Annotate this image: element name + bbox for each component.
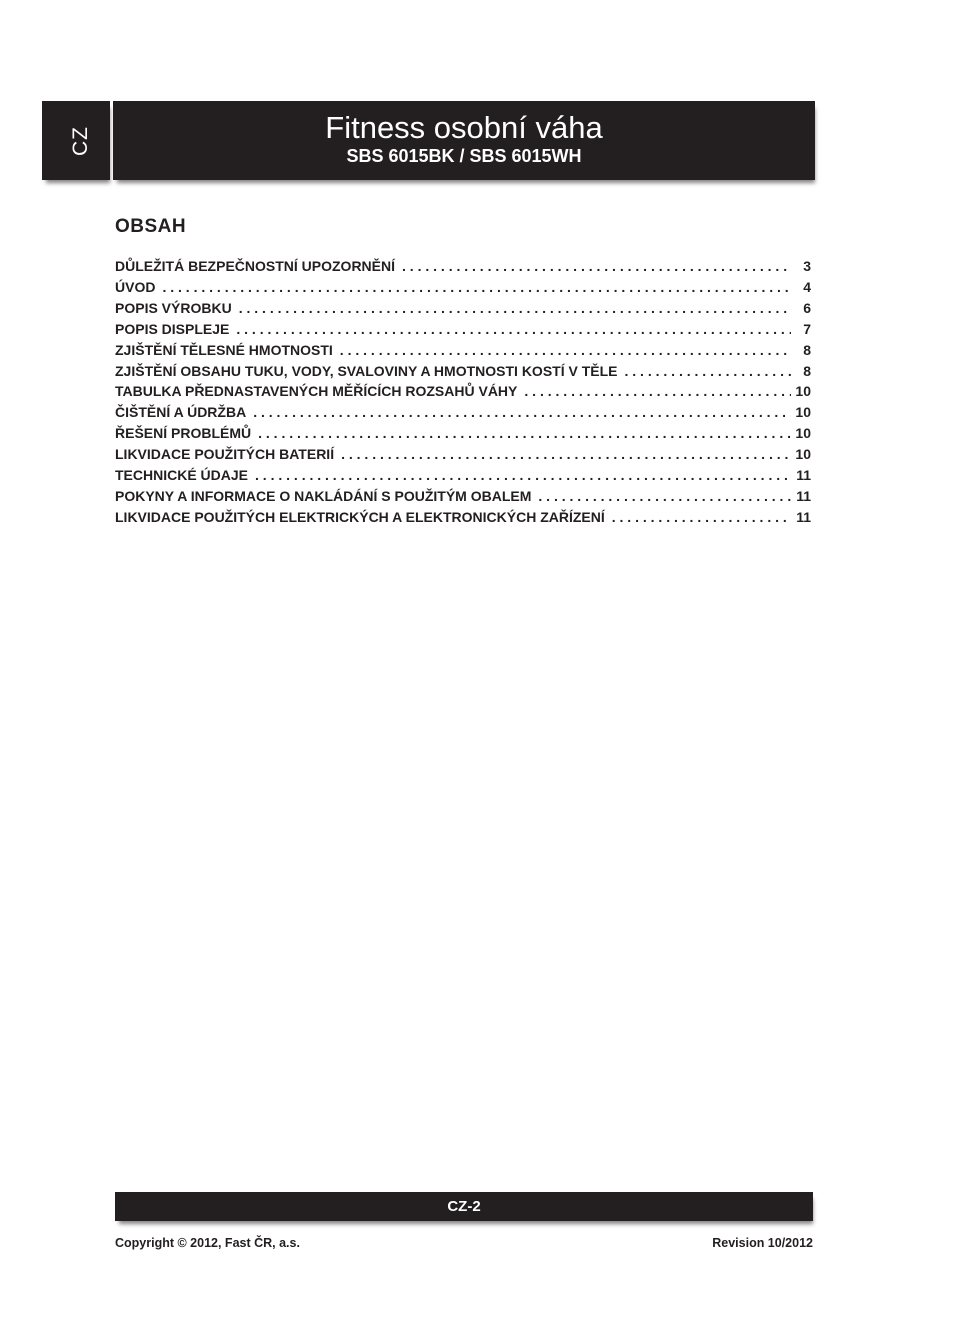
toc-entry-label: ČIŠTĚNÍ A ÚDRŽBA bbox=[115, 404, 247, 421]
toc-entry-page: 8 bbox=[803, 362, 811, 379]
toc-entry bbox=[115, 381, 811, 402]
toc-entry-page: 10 bbox=[795, 383, 811, 400]
toc-dot-leader bbox=[162, 277, 791, 298]
toc-heading: OBSAH bbox=[115, 216, 187, 237]
language-tab bbox=[42, 101, 110, 180]
toc-dot-leader bbox=[625, 361, 792, 382]
toc-entry bbox=[115, 444, 811, 465]
toc-entry-page: 10 bbox=[795, 404, 811, 421]
toc-dot-leader bbox=[340, 340, 791, 361]
toc-dot-leader bbox=[236, 319, 791, 340]
page-number-bar bbox=[115, 1192, 813, 1221]
toc-entry-label: POPIS DISPLEJE bbox=[115, 320, 230, 337]
toc-dot-leader bbox=[253, 402, 791, 423]
toc-entry-page: 4 bbox=[803, 278, 811, 295]
toc-entry bbox=[115, 298, 811, 319]
page-number-label: CZ-2 bbox=[447, 1198, 481, 1215]
toc-entry-page: 3 bbox=[803, 258, 811, 274]
toc-dot-leader bbox=[258, 423, 791, 444]
toc-entry bbox=[115, 465, 811, 486]
toc-dot-leader bbox=[239, 298, 791, 319]
toc-entry-label: ÚVOD bbox=[115, 278, 156, 295]
toc-dot-leader bbox=[402, 256, 791, 277]
toc-entry-label: LIKVIDACE POUŽITÝCH BATERIÍ bbox=[115, 446, 335, 463]
toc-dot-leader bbox=[524, 381, 791, 402]
toc-entry-label: ŘEŠENÍ PROBLÉMŮ bbox=[115, 425, 252, 442]
toc-entry-label: POPIS VÝROBKU bbox=[115, 299, 232, 316]
toc-entry-page: 11 bbox=[796, 467, 811, 484]
model-numbers: SBS 6015BK / SBS 6015WH bbox=[346, 146, 582, 166]
toc-entry bbox=[115, 486, 811, 507]
toc-entry bbox=[115, 507, 811, 528]
table-of-contents bbox=[115, 216, 811, 528]
language-tab-label: CZ bbox=[69, 125, 93, 156]
toc-entry bbox=[115, 361, 811, 382]
footer-meta bbox=[115, 1236, 813, 1250]
toc-entry-label: POKYNY A INFORMACE O NAKLÁDÁNÍ S POUŽITÝM OBALEM bbox=[115, 487, 532, 504]
toc-entry-page: 11 bbox=[796, 487, 811, 504]
header-title-box bbox=[113, 101, 815, 180]
toc-entry bbox=[115, 277, 811, 298]
toc-list bbox=[115, 256, 811, 528]
toc-entry-label: TABULKA PŘEDNASTAVENÝCH MĚŘÍCÍCH ROZSAHŮ VÁHY bbox=[115, 383, 518, 400]
toc-entry-page: 10 bbox=[795, 425, 811, 442]
toc-entry-label: TECHNICKÉ ÚDAJE bbox=[115, 467, 249, 484]
toc-entry bbox=[115, 256, 811, 277]
toc-dot-leader bbox=[255, 465, 791, 486]
toc-entry-label: DŮLEŽITÁ BEZPEČNOSTNÍ UPOZORNĚNÍ bbox=[115, 258, 396, 274]
toc-entry bbox=[115, 340, 811, 361]
toc-dot-leader bbox=[341, 444, 791, 465]
toc-entry-label: ZJIŠTĚNÍ TĚLESNÉ HMOTNOSTI bbox=[115, 341, 333, 358]
page-title: Fitness osobní váha bbox=[325, 110, 603, 145]
toc-entry-page: 6 bbox=[803, 299, 811, 316]
toc-dot-leader bbox=[612, 507, 791, 528]
toc-entry bbox=[115, 402, 811, 423]
toc-entry-page: 7 bbox=[803, 320, 811, 337]
toc-dot-leader bbox=[538, 486, 791, 507]
copyright-text: Copyright © 2012, Fast ČR, a.s. bbox=[115, 1236, 300, 1250]
toc-entry-page: 8 bbox=[803, 341, 811, 358]
toc-entry-page: 11 bbox=[796, 508, 811, 525]
toc-entry-page: 10 bbox=[795, 446, 811, 463]
toc-entry-label: ZJIŠTĚNÍ OBSAHU TUKU, VODY, SVALOVINY A HMOTNOSTI KOSTÍ V TĚLE bbox=[115, 362, 618, 379]
toc-entry-label: LIKVIDACE POUŽITÝCH ELEKTRICKÝCH A ELEKTRONICKÝCH ZAŘÍZENÍ bbox=[115, 508, 605, 525]
toc-entry bbox=[115, 423, 811, 444]
revision-text: Revision 10/2012 bbox=[712, 1236, 813, 1250]
toc-entry bbox=[115, 319, 811, 340]
